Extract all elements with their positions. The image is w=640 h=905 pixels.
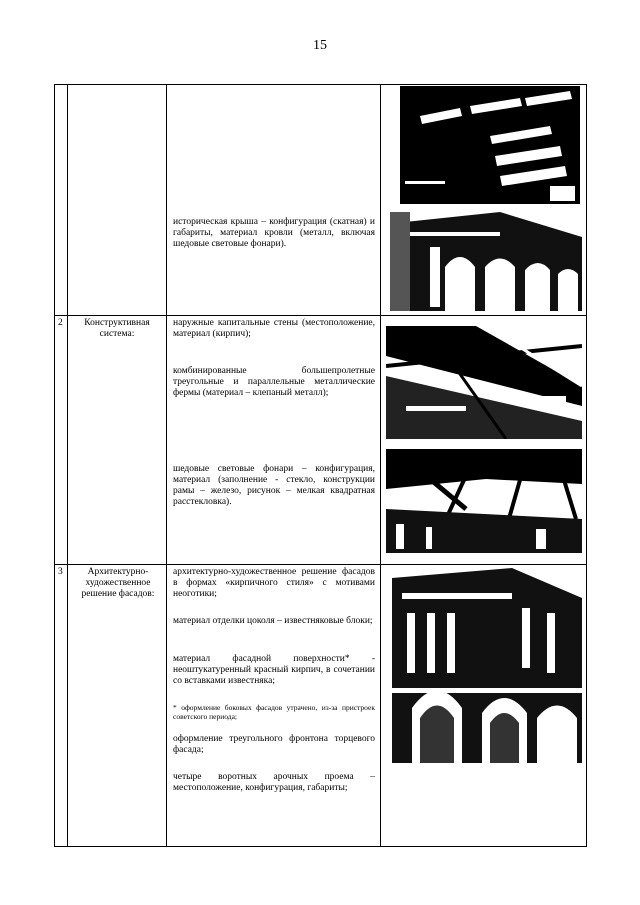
skylight-frames-photo (386, 449, 582, 553)
facade-corner-photo (390, 212, 582, 311)
row3-item-5: четыре воротных арочных проема – местоположение, конфигурация, габариты; (173, 772, 375, 793)
row2-name: Конструктивная система: (84, 318, 150, 339)
row2-item-2: комбинированные большепролетные треугольные и параллельные металлические фермы (материал – клепаный металл); (173, 366, 375, 398)
row2-item-3: шедовые световые фонари – конфигурация, материал (заполнение - стекло, конструкции рамы – железо, рисунок – мелкая квадратная расстекловка). (173, 464, 375, 507)
row-separator-2 (54, 564, 587, 565)
roof-trusses-photo (386, 326, 582, 439)
table-border-desc (380, 84, 381, 846)
table-border-num (67, 84, 68, 846)
row3-item-3: материал фасадной поверхности* - неоштукатуренный красный кирпич, в сочетании со вставками известняка; (173, 654, 375, 686)
row-separator-1 (54, 315, 587, 316)
table-border-left (54, 84, 55, 846)
row2-item-1: наружные капитальные стены (местоположение, материал (кирпич); (173, 318, 375, 339)
row3-item-2: материал отделки цоколя – известняковые блоки; (173, 616, 373, 626)
row1-item-1: историческая крыша – конфигурация (скатная) и габариты, материал кровли (металл, включая шедовые световые фонари). (173, 217, 375, 249)
table-border-right (586, 84, 587, 846)
page-number: 15 (313, 38, 327, 53)
row3-item-1: архитектурно-художественное решение фасадов в формах «кирпичного стиля» с мотивами неоготики; (173, 567, 375, 599)
brick-facade-photo (392, 568, 582, 763)
table-border-bottom (54, 846, 587, 847)
row3-item-4: оформление треугольного фронтона торцевого фасада; (173, 734, 375, 755)
row2-number: 2 (58, 318, 63, 328)
row3-number: 3 (58, 567, 63, 577)
roof-windows-photo (400, 86, 580, 204)
row3-name: Архитектурно-художественное решение фасадов: (81, 567, 155, 599)
table-border-top (54, 84, 587, 85)
table-border-name (166, 84, 167, 846)
row3-footnote: * оформление боковых фасадов утрачено, из-за пристроек советского периода; (173, 703, 375, 721)
